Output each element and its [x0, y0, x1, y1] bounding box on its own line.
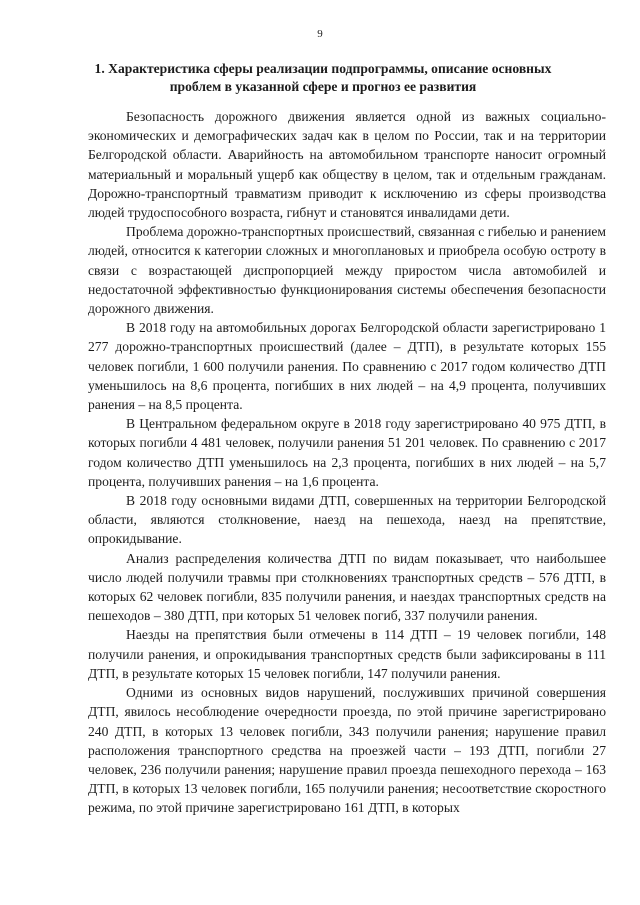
paragraph: Безопасность дорожного движения является одной из важных социально-экономических и демографических задач как в целом по России, так и на территории Белгородской области. Аварийность на автомобильном транспорте наносит огромный материальный и моральный ущерб как обществу в целом, так и отдельным гражданам. Дорожно-транспортный травматизм приводит к исключению из сферы производства людей трудоспособного возраста, гибнут и становятся инвалидами дети. [88, 109, 606, 221]
paragraph: Наезды на препятствия были отмечены в 114 ДТП – 19 человек погибли, 148 получили ранения, и опрокидывания транспортных средств были зафиксированы в 111 ДТП, в результате которых 15 человек погибли, 147 получили ранения. [88, 627, 606, 681]
paragraph: Одними из основных видов нарушений, послуживших причиной совершения ДТП, явилось несоблюдение очередности проезда, по этой причине зарегистрировано 240 ДТП, в которых 13 человек погибли, 343 получили ранения; нарушение правил расположения транспортного средства на проезжей части – 193 ДТП, погибли 27 человек, 236 получили ранения; нарушение правил проезда пешеходного перехода – 163 ДТП, в которых 13 человек погибли, 165 получили ранения; несоответствие скоростного режима, по этой причине зарегистрировано 161 ДТП, в которых [88, 685, 606, 816]
document-body [88, 107, 606, 818]
paragraph: В Центральном федеральном округе в 2018 году зарегистрировано 40 975 ДТП, в которых погибли 4 481 человек, получили ранения 51 201 человек. По сравнению с 2017 годом количество ДТП уменьшилось на 2,3 процента, погибших в них людей – на 5,7 процента, получивших ранения – на 1,6 процента. [88, 416, 606, 489]
page-number: 9 [317, 28, 323, 40]
paragraph: Проблема дорожно-транспортных происшествий, связанная с гибелью и ранением людей, относится к категории сложных и многоплановых и приобрела особую остроту в связи с возрастающей диспропорцией между приростом числа автомобилей и недостаточной эффективностью функционирования системы обеспечения безопасности дорожного движения. [88, 224, 606, 317]
section-heading: 1. Характеристика сферы реализации подпрограммы, описание основных проблем в указанной сфере и прогноз ее развития [94, 61, 552, 94]
paragraph: Анализ распределения количества ДТП по видам показывает, что наибольшее число людей получили травмы при столкновениях транспортных средств – 576 ДТП, в которых 62 человек погибли, 835 получили ранения, и наездах транспортных средств на пешеходов – 380 ДТП, при которых 51 человек погиб, 337 получили ранения. [88, 550, 606, 624]
paragraph: В 2018 году основными видами ДТП, совершенных на территории Белгородской области, являются столкновение, наезд на пешехода, наезд на препятствие, опрокидывание. [88, 493, 606, 547]
paragraph: В 2018 году на автомобильных дорогах Белгородской области зарегистрировано 1 277 дорожно-транспортных происшествий (далее – ДТП), в результате которых 155 человек погибли, 1 600 получили ранения. По сравнению с 2017 годом количество ДТП уменьшилось на 8,6 процента, погибших в них людей – на 4,9 процента, получивших ранения – на 8,5 процента. [88, 320, 606, 413]
